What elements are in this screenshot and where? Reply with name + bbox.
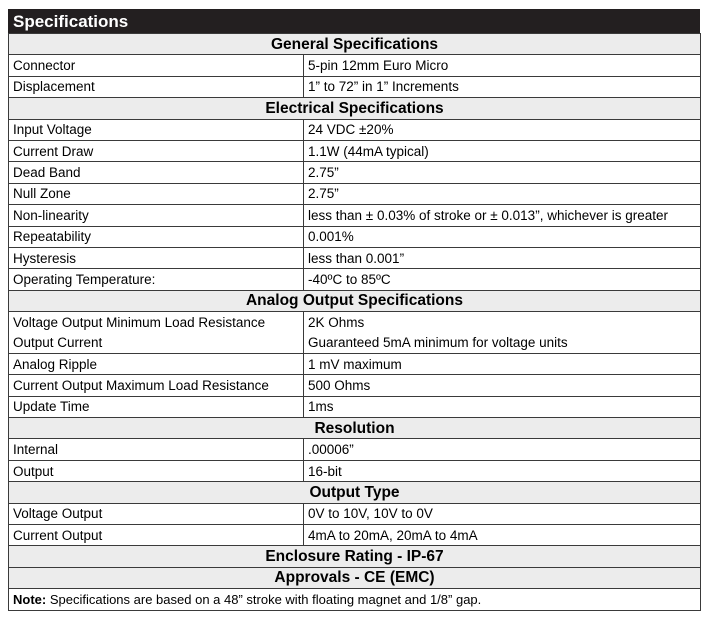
spec-label-repeatability: Repeatability: [9, 226, 304, 247]
table-row: [9, 205, 701, 226]
spec-value-voltage-output: 0V to 10V, 10V to 0V: [304, 503, 701, 524]
spec-value-output: 16-bit: [304, 460, 701, 481]
spec-label-current-draw: Current Draw: [9, 140, 304, 161]
note-label: Note:: [13, 591, 47, 607]
general-specifications-heading: General Specifications: [9, 34, 701, 55]
approvals: Approvals - CE (EMC): [9, 567, 701, 588]
table-row: [9, 460, 701, 481]
spec-label-dead-band: Dead Band: [9, 162, 304, 183]
spec-value-hysteresis: less than 0.001”: [304, 247, 701, 268]
table-row: [9, 140, 701, 161]
table-row: [9, 247, 701, 268]
spec-value-dead-band: 2.75”: [304, 162, 701, 183]
table-row: [9, 439, 701, 460]
spec-label-output-current: Output Current: [9, 332, 304, 353]
specifications-title: Specifications: [8, 9, 700, 33]
table-row: [9, 119, 701, 140]
spec-value-displacement: 1” to 72” in 1” Increments: [304, 76, 701, 97]
spec-label-update-time: Update Time: [9, 396, 304, 417]
table-row: [9, 375, 701, 396]
spec-label-internal: Internal: [9, 439, 304, 460]
spec-label-output: Output: [9, 460, 304, 481]
spec-value-internal: .00006”: [304, 439, 701, 460]
table-row: [9, 269, 701, 290]
spec-label-current-output-max-load: Current Output Maximum Load Resistance: [9, 375, 304, 396]
spec-label-current-output: Current Output: [9, 524, 304, 545]
spec-label-analog-ripple: Analog Ripple: [9, 353, 304, 374]
table-row: [9, 312, 701, 333]
spec-label-displacement: Displacement: [9, 76, 304, 97]
spec-label-voltage-output-min-load: Voltage Output Minimum Load Resistance: [9, 312, 304, 333]
table-row: [9, 162, 701, 183]
spec-label-null-zone: Null Zone: [9, 183, 304, 204]
spec-value-analog-ripple: 1 mV maximum: [304, 353, 701, 374]
specifications-table: [8, 33, 701, 611]
electrical-specifications-heading: Electrical Specifications: [9, 98, 701, 119]
enclosure-rating: Enclosure Rating - IP-67: [9, 546, 701, 567]
spec-label-connector: Connector: [9, 55, 304, 76]
table-row: [9, 524, 701, 545]
specifications-note: [9, 589, 701, 610]
spec-label-input-voltage: Input Voltage: [9, 119, 304, 140]
spec-value-non-linearity: less than ± 0.03% of stroke or ± 0.013”, whichever is greater: [304, 205, 701, 226]
spec-label-non-linearity: Non-linearity: [9, 205, 304, 226]
table-row: [9, 353, 701, 374]
output-type-heading: Output Type: [9, 482, 701, 503]
resolution-heading: Resolution: [9, 418, 701, 439]
specifications-sheet: [8, 9, 700, 611]
spec-value-input-voltage: 24 VDC ±20%: [304, 119, 701, 140]
spec-label-hysteresis: Hysteresis: [9, 247, 304, 268]
spec-value-current-output-max-load: 500 Ohms: [304, 375, 701, 396]
spec-value-current-draw: 1.1W (44mA typical): [304, 140, 701, 161]
spec-value-repeatability: 0.001%: [304, 226, 701, 247]
spec-value-voltage-output-min-load: 2K Ohms: [304, 312, 701, 333]
spec-label-operating-temperature: Operating Temperature:: [9, 269, 304, 290]
table-row: [9, 503, 701, 524]
note-text: Specifications are based on a 48” stroke with floating magnet and 1/8” gap.: [46, 591, 482, 607]
analog-output-specifications-heading: Analog Output Specifications: [9, 290, 701, 311]
spec-label-voltage-output: Voltage Output: [9, 503, 304, 524]
table-row: [9, 226, 701, 247]
table-row: [9, 55, 701, 76]
table-row: [9, 332, 701, 353]
spec-value-null-zone: 2.75”: [304, 183, 701, 204]
spec-value-update-time: 1ms: [304, 396, 701, 417]
table-row: [9, 183, 701, 204]
table-row: [9, 76, 701, 97]
spec-value-current-output: 4mA to 20mA, 20mA to 4mA: [304, 524, 701, 545]
spec-value-connector: 5-pin 12mm Euro Micro: [304, 55, 701, 76]
table-row: [9, 396, 701, 417]
spec-value-output-current: Guaranteed 5mA minimum for voltage units: [304, 332, 701, 353]
spec-value-operating-temperature: -40ºC to 85ºC: [304, 269, 701, 290]
